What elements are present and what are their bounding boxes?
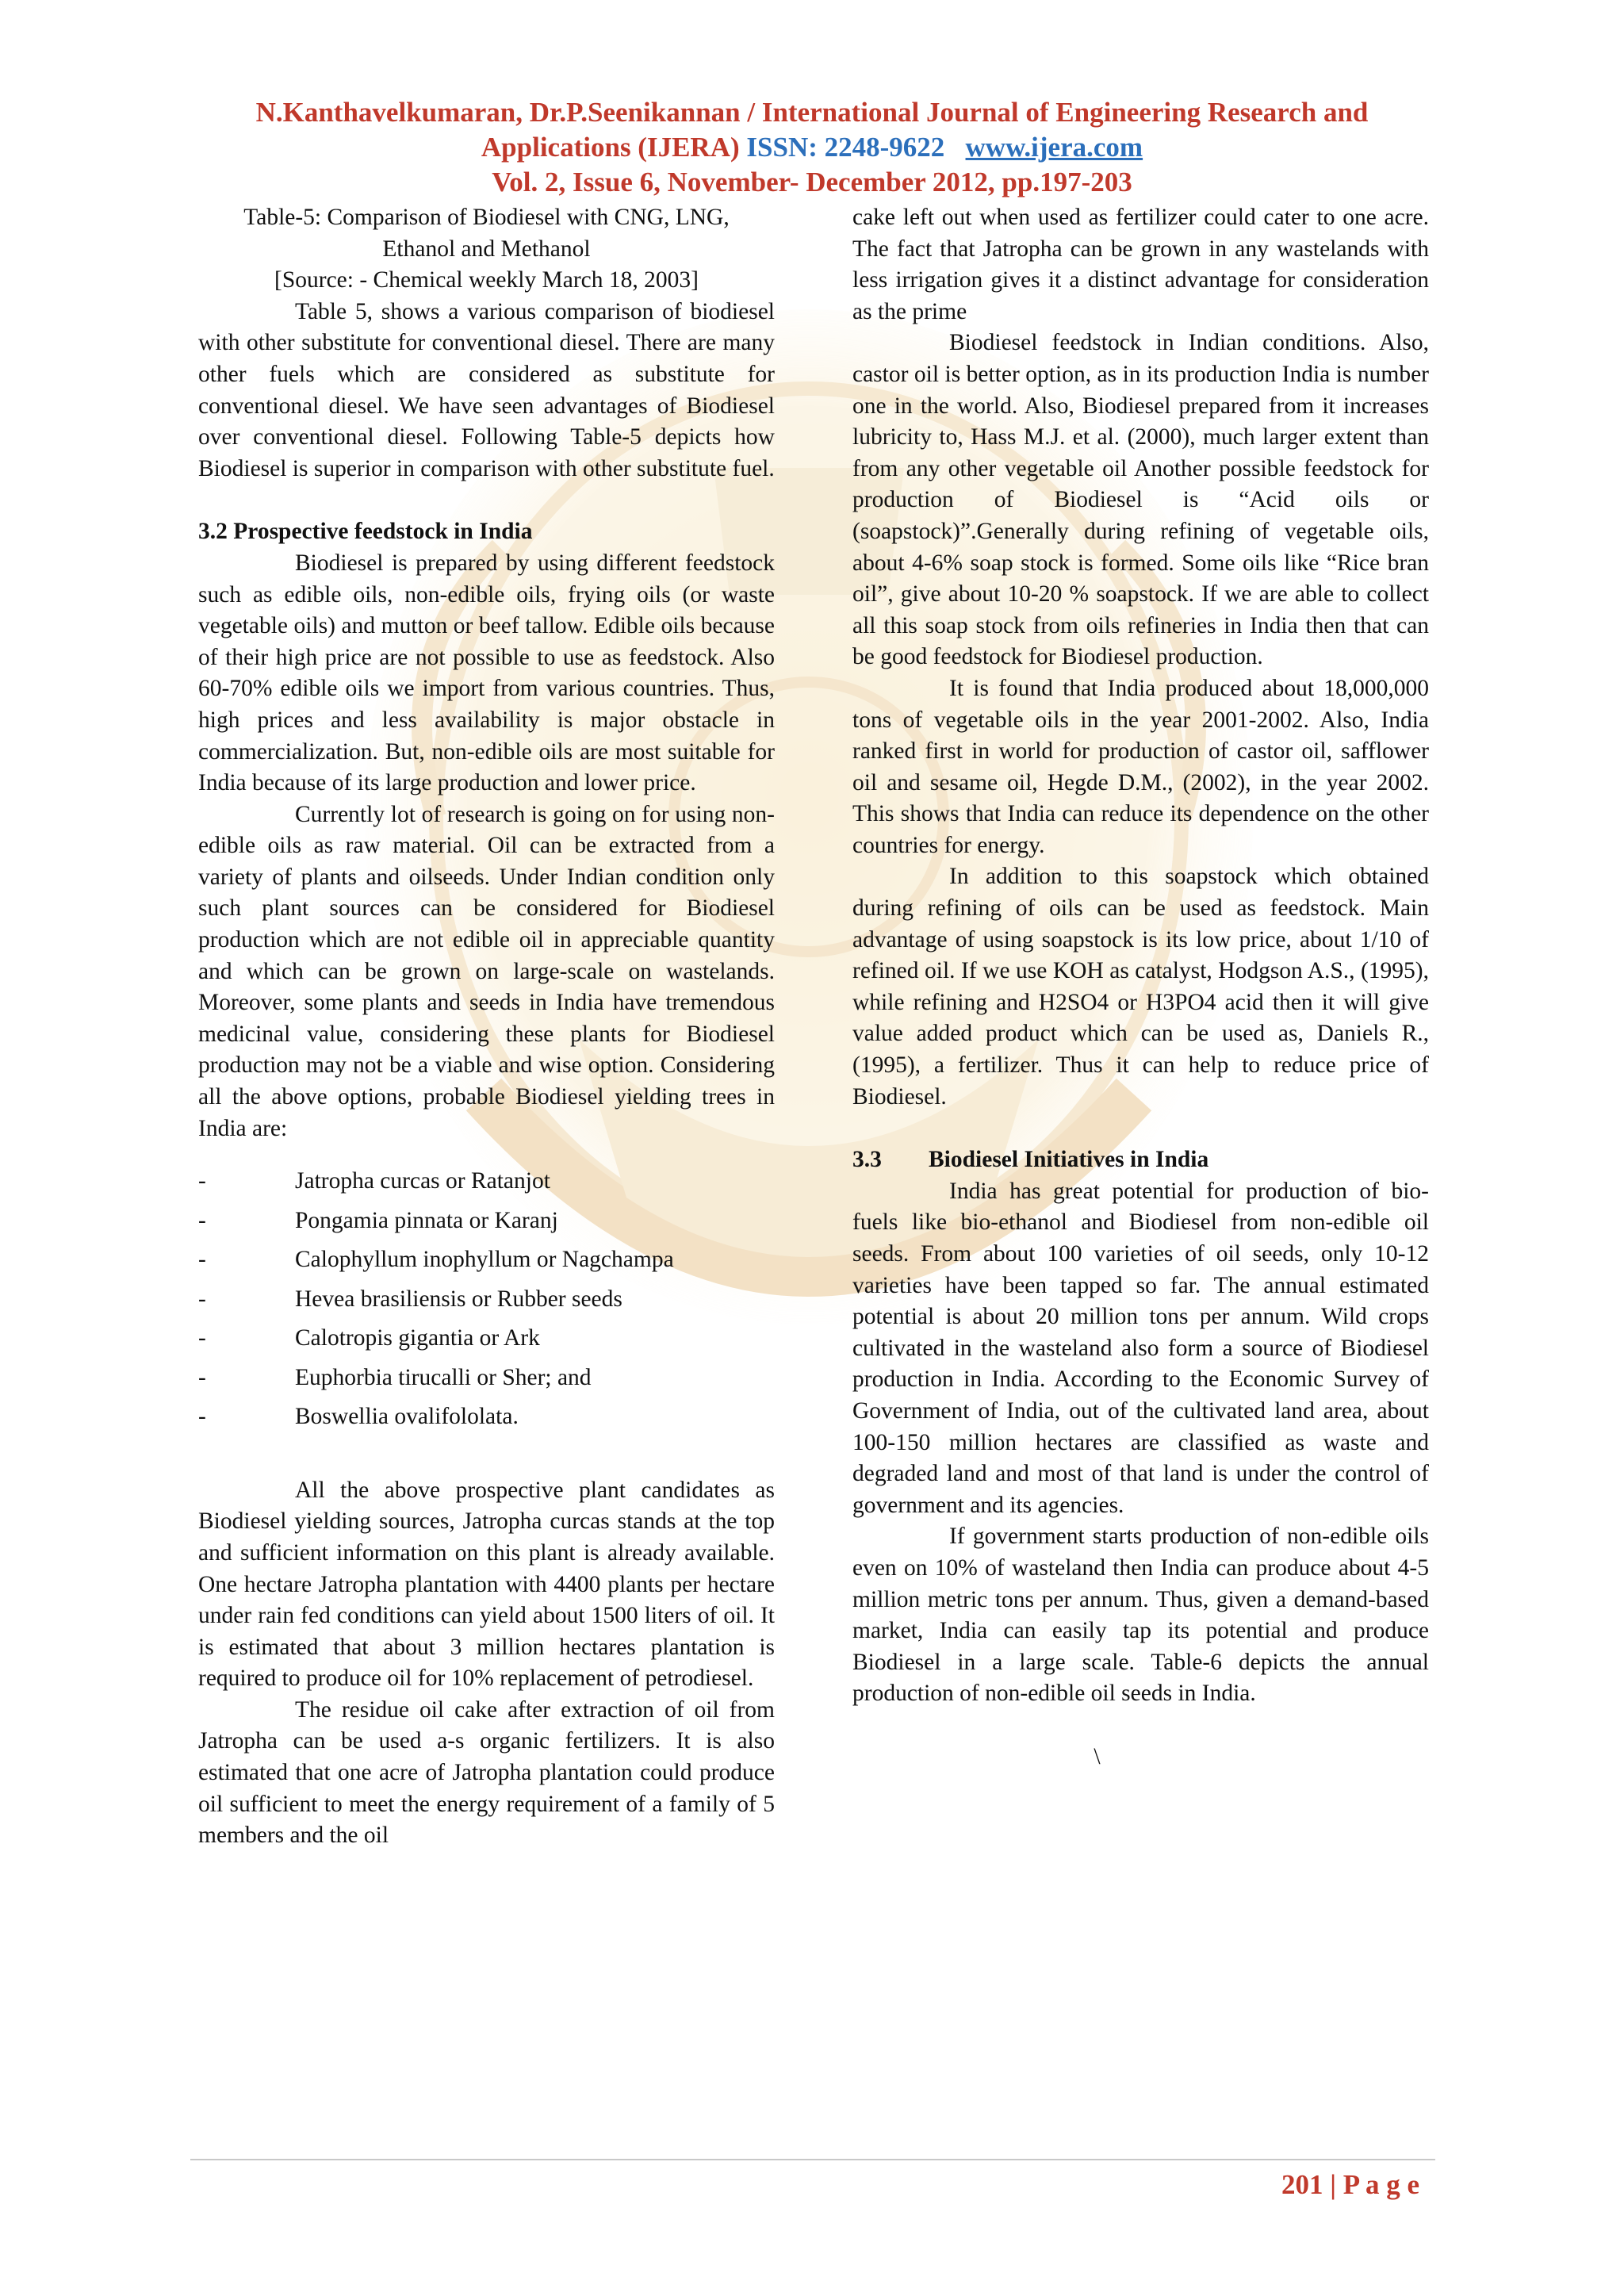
list-item-text: Jatropha curcas or Ratanjot	[295, 1168, 550, 1194]
paragraph-castor-soapstock: Biodiesel feedstock in Indian conditions. Also, castor oil is better option, as in its production India is number one in the world. Also, Biodiesel prepared from it increases lubricity to, Hass M.J. et al. (2000), much larger extent than from any other vegetable oil Another possible feedstock for production of Biodiesel is “Acid oils or (soapstock)”.Generally during refining of vegetable oils, about 4-6% soap stock is formed. Some oils like “Rice bran oil”, give about 10-20 % soapstock. If we are able to collect all this soap stock from oils refineries in India then that can be good feedstock for Biodiesel production.	[852, 330, 1429, 670]
table-5-caption-line-2: Ethanol and Methanol	[382, 236, 591, 262]
spacer	[198, 1437, 775, 1475]
paragraph-oil-cake: The residue oil cake after extraction of oil from Jatropha can be used a-s organic fertilizers. It is also estimated that one acre of Jatropha plantation could produce oil sufficient to meet the energy requirement of a family of 5 members and the oil	[198, 1696, 775, 1849]
paragraph-soapstock-advantage: In addition to this soapstock which obtained during refining of oils can be used as feedstock. Main advantage of using soapstock is its low price, about 1/10 of refined oil. If we use KOH as catalyst, Hodgson A.S., (1995), while refining and H2SO4 or H3PO4 acid then it will give value added product which can be used as, Daniels R., (1995), a fertilizer. Thus it can help to reduce price of Biodiesel.	[852, 864, 1429, 1110]
list-bullet: -	[198, 1364, 206, 1390]
table-5-caption-line-1: Table-5: Comparison of Biodiesel with CNG, LNG,	[243, 205, 730, 230]
list-item	[198, 1162, 775, 1202]
table-5-source: [Source: - Chemical weekly March 18, 2003]	[274, 267, 699, 293]
list-item-text: Boswellia ovalifololata.	[295, 1404, 519, 1430]
paragraph-vegetable-oils: It is found that India produced about 18,000,000 tons of vegetable oils in the year 2001-2002. Also, India ranked first in world for production of castor oil, safflower oil and sesame oil, Hegde D.M., (2002), in the year 2002. This shows that India can reduce its dependence on the other countries for energy.	[852, 675, 1429, 858]
header-issn: ISSN: 2248-9622	[746, 132, 945, 163]
spacer	[198, 1144, 775, 1162]
list-item	[198, 1319, 775, 1359]
list-bullet: -	[198, 1286, 206, 1312]
paragraph-government: If government starts production of non-edible oils even on 10% of wasteland then India can produce about 4-5 million metric tons per annum. Thus, given a demand-based market, India can easily tap its potential and produce Biodiesel in a large scale. Table-6 depicts the annual production of non-edible oil seeds in India.	[852, 1524, 1429, 1707]
list-item	[198, 1397, 775, 1437]
list-item	[198, 1240, 775, 1280]
section-number: 3.3	[852, 1147, 882, 1173]
running-header	[0, 95, 1624, 200]
list-item-text: Pongamia pinnata or Karanj	[295, 1207, 558, 1233]
paragraph-research: Currently lot of research is going on for using non-edible oils as raw material. Oil can be extracted from a variety of plants and oilseeds. Under Indian condition only such plant sources can be considered for Biodiesel production which are not edible oil in appreciable quantity and which can be grown on large-scale on wastelands. Moreover, some plants and seeds in India have tremendous medicinal value, considering these plants for Biodiesel production may not be a viable and wise option. Considering all the above options, probable Biodiesel yielding trees in India are:	[198, 801, 775, 1141]
spacer	[198, 485, 775, 516]
paragraph-feedstock: Biodiesel is prepared by using different feedstock such as edible oils, non-edible oils, frying oils (or waste vegetable oils) and mutton or beef tallow. Edible oils because of their high price are not possible to use as feedstock. Also 60-70% edible oils we import from various countries. Thus, high prices and less availability is major obstacle in commercialization. But, non-edible oils are most suitable for India because of its large production and lower price.	[198, 550, 775, 796]
stray-backslash: \	[1094, 1743, 1101, 1769]
header-authors-journal: N.Kanthavelkumaran, Dr.P.Seenikannan / International Journal of Engineering Research and	[255, 97, 1369, 128]
list-bullet: -	[198, 1404, 206, 1430]
spacer	[852, 1113, 1429, 1144]
paragraph-cake-continued: cake left out when used as fertilizer could cater to one acre. The fact that Jatropha can be grown in any wastelands with less irrigation gives it a distinct advantage for consideration as the prime	[852, 205, 1429, 324]
list-item-text: Euphorbia tirucalli or Sher; and	[295, 1364, 592, 1390]
header-journal-abbrev: Applications (IJERA)	[481, 132, 740, 163]
section-3-2-heading: 3.2 Prospective feedstock in India	[198, 519, 533, 545]
paragraph-initiatives: India has great potential for production of bio-fuels like bio-ethanol and Biodiesel from non-edible oil seeds. From about 100 varieties of oil seeds, only 10-12 varieties have been tapped so far. The annual estimated potential is about 20 million tons per annum. Wild crops cultivated in the wasteland also form a source of Biodiesel production in India. According to the Economic Survey of Government of India, out of the cultivated land area, about 100-150 million hectares are classified as waste and degraded land and most of that land is under the control of government and its agencies.	[852, 1178, 1429, 1518]
section-title: Biodiesel Initiatives in India	[929, 1147, 1209, 1173]
header-line-2	[0, 130, 1624, 165]
list-bullet: -	[198, 1168, 206, 1194]
list-item	[198, 1359, 775, 1398]
paragraph-table-5-intro: Table 5, shows a various comparison of biodiesel with other substitute for conventional diesel. There are many other fuels which are considered as substitute for conventional diesel. We have seen advantages of Biodiesel over conventional diesel. Following Table-5 depicts how Biodiesel is superior in comparison with other substitute fuel.	[198, 298, 775, 481]
list-item-text: Calophyllum inophyllum or Nagchampa	[295, 1247, 674, 1273]
left-column	[198, 202, 775, 1852]
journal-website-link[interactable]: www.ijera.com	[965, 132, 1143, 163]
right-column	[852, 202, 1429, 1773]
paragraph-jatropha: All the above prospective plant candidates as Biodiesel yielding sources, Jatropha curcas stands at the top and sufficient information on this plant is already available. One hectare Jatropha plantation with 4400 plants per hectare under rain fed conditions can yield about 1500 liters of oil. It is estimated that about 3 million hectares plantation is required to produce oil for 10% replacement of petrodiesel.	[198, 1477, 775, 1692]
list-item-text: Hevea brasiliensis or Rubber seeds	[295, 1286, 622, 1312]
list-bullet: -	[198, 1207, 206, 1233]
list-item-text: Calotropis gigantia or Ark	[295, 1325, 540, 1351]
header-volume-issue: Vol. 2, Issue 6, November- December 2012, pp.197-203	[492, 167, 1132, 197]
list-item	[198, 1280, 775, 1320]
list-bullet: -	[198, 1247, 206, 1273]
page-number: 201 | P a g e	[1281, 2169, 1419, 2200]
list-bullet: -	[198, 1325, 206, 1351]
biodiesel-trees-list	[198, 1162, 775, 1437]
footer-divider	[190, 2159, 1435, 2160]
list-item	[198, 1202, 775, 1241]
section-3-3-heading	[852, 1144, 1429, 1176]
